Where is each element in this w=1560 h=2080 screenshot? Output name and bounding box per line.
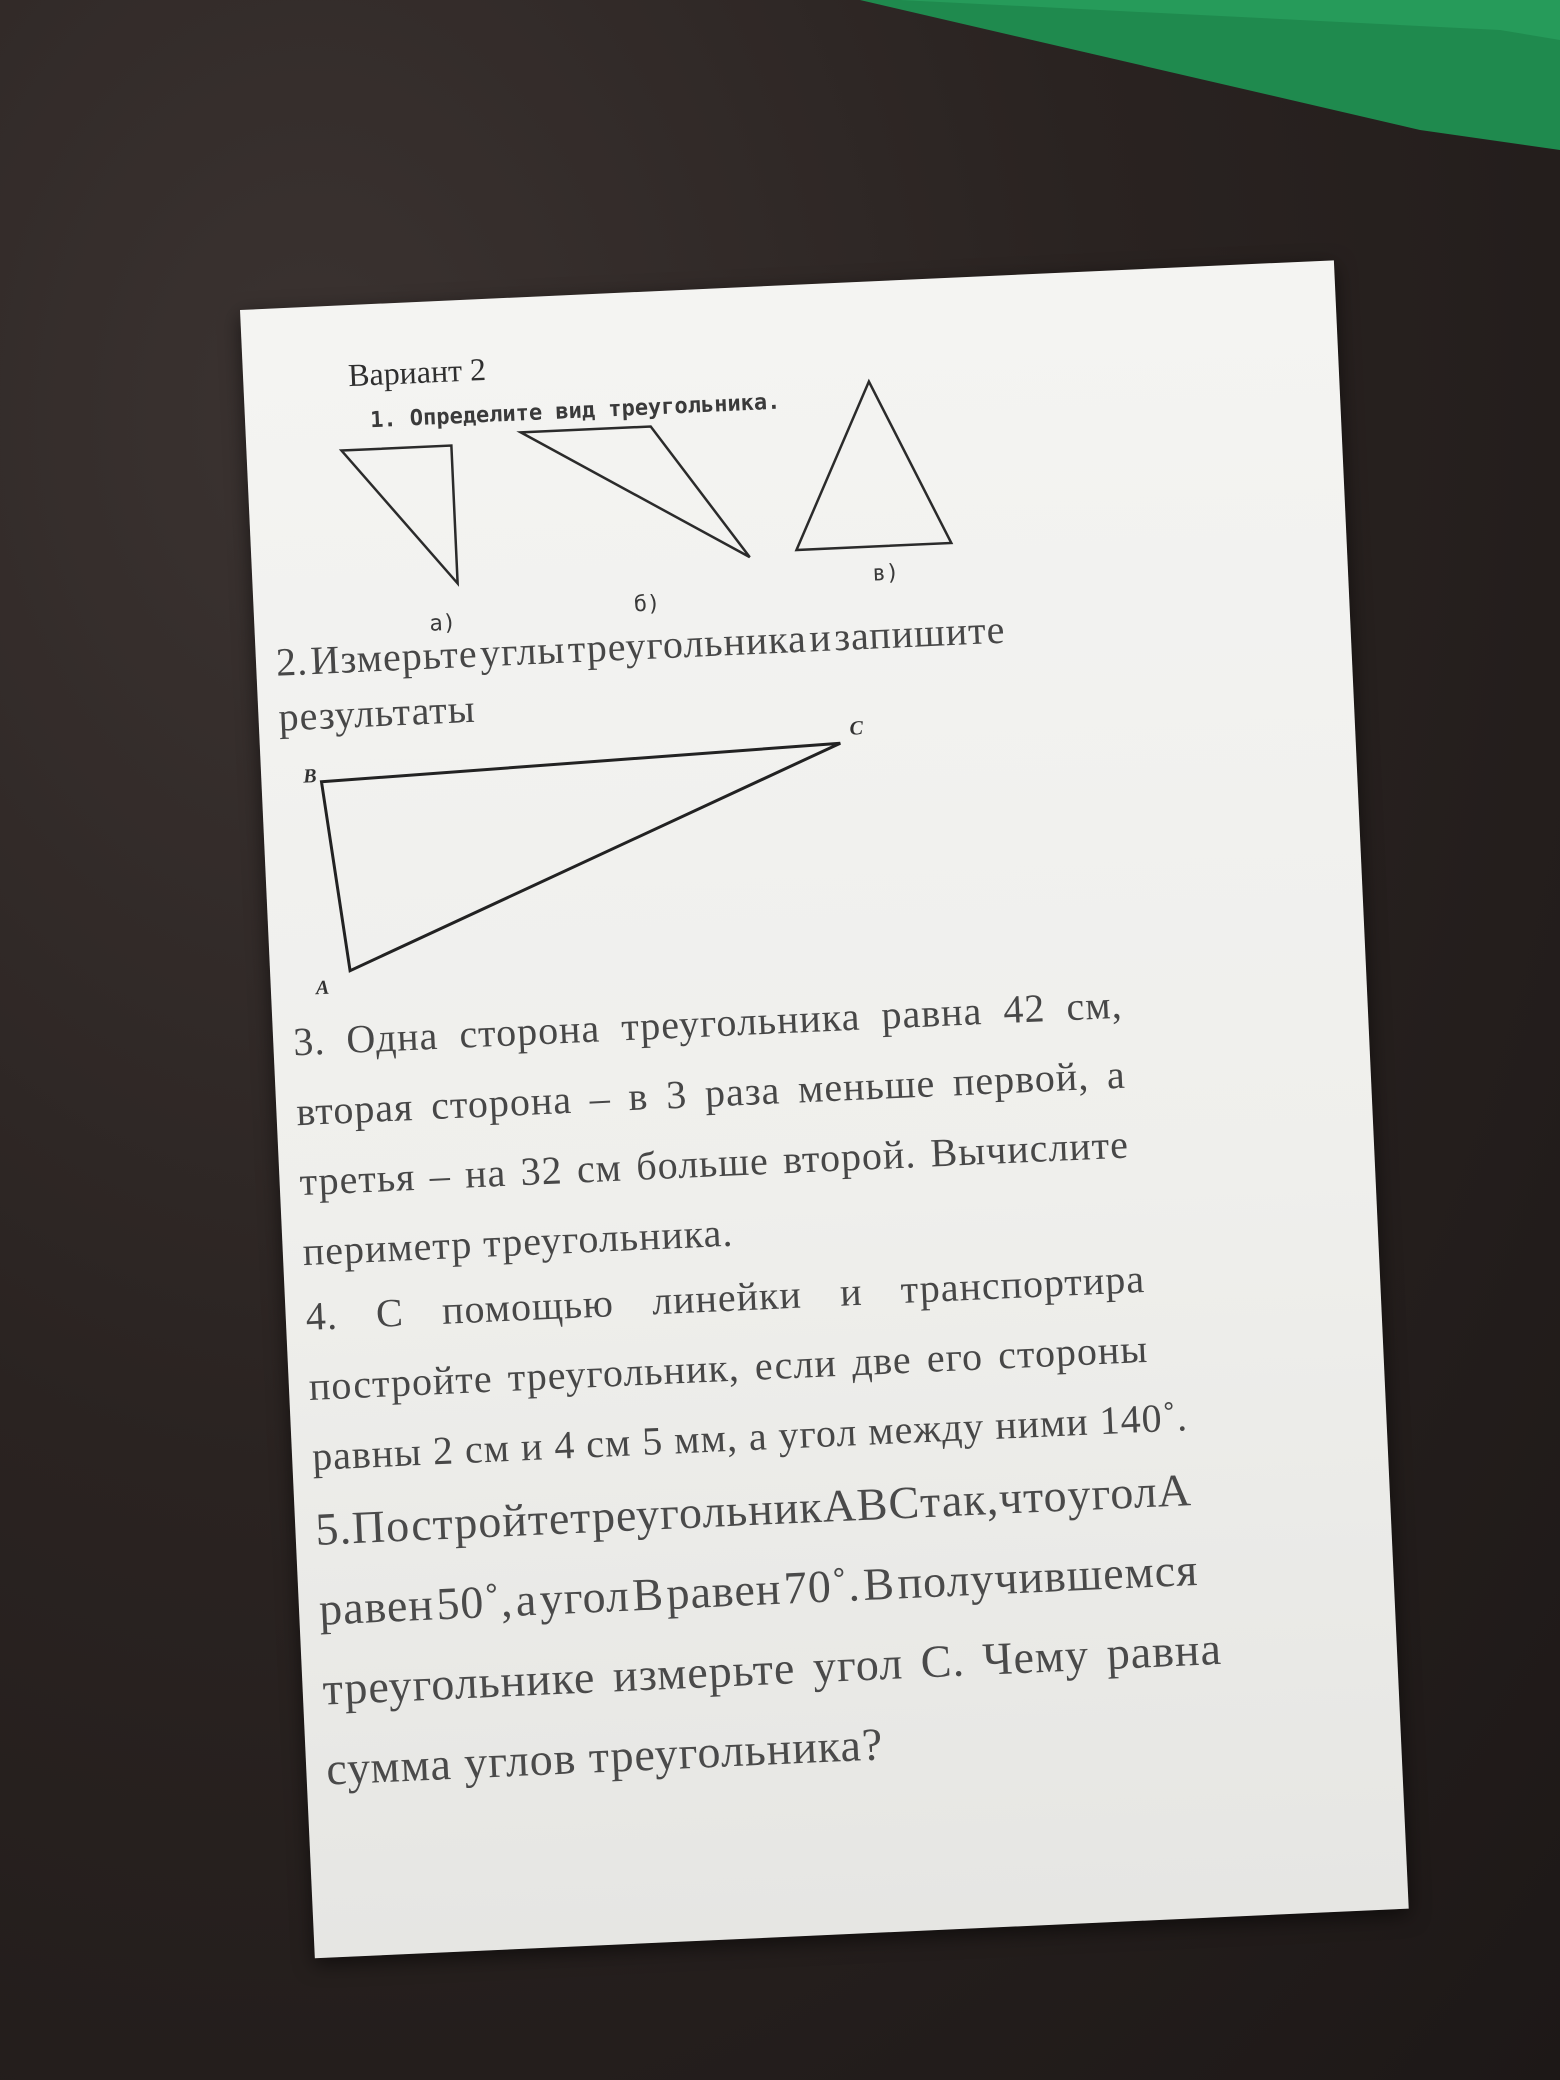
triangle-a — [336, 440, 473, 596]
task5-line4: сумма углов треугольника? — [325, 1718, 885, 1795]
triangle-abc — [291, 738, 861, 993]
vertex-a-label: A — [315, 976, 330, 1000]
task2-line2: результаты — [277, 685, 477, 740]
triangle-b — [516, 417, 763, 578]
task3-line2: вторая сторона – в 3 раза меньше первой, а — [295, 1051, 1127, 1135]
task5-line3: треугольнике измерьте угол С. Чему равна — [321, 1622, 1223, 1715]
triangle-a-label: а) — [428, 610, 457, 637]
worksheet-paper — [240, 260, 1409, 1958]
task5-line2: равен 50˚, а угол В равен 70˚. В получившемся — [317, 1543, 1200, 1635]
task2-line1: 2. Измерьте углы треугольника и запишите — [274, 606, 1007, 685]
task3-line3: третья – на 32 см больше второй. Вычислите — [298, 1121, 1130, 1205]
vertex-c-label: C — [849, 717, 864, 740]
task4-line1: 4. С помощью линейки и транспортира — [304, 1255, 1146, 1340]
task5-line1: 5. Постройте треугольник АВС так, что угол А — [314, 1464, 1193, 1555]
triangle-c-label: в) — [872, 560, 900, 587]
triangle-b-label: б) — [633, 591, 661, 618]
task1-text: 1. Определите вид треугольника. — [369, 389, 781, 434]
task3-line4: периметр треугольника. — [301, 1209, 735, 1275]
task4-line3: равны 2 см и 4 см 5 мм, а угол между ними 140˚. — [311, 1394, 1189, 1479]
triangle-c — [784, 373, 962, 571]
vertex-b-label: B — [302, 765, 318, 788]
variant-title: Вариант 2 — [347, 350, 487, 394]
task3-line1: 3. Одна сторона треугольника равна 42 см, — [292, 981, 1124, 1065]
task4-line2: постройте треугольник, если две его стороны — [307, 1325, 1150, 1409]
